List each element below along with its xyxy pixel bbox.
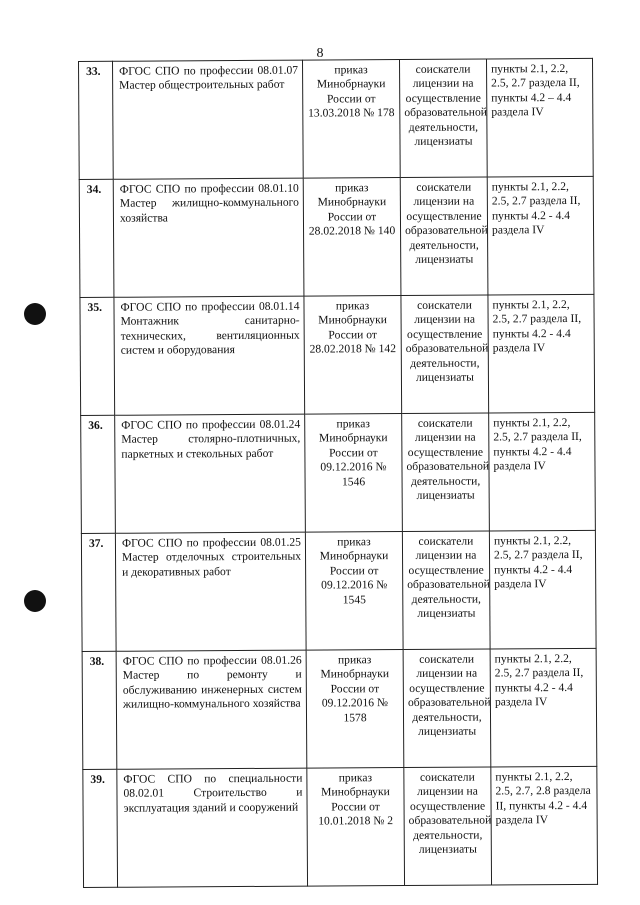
approving-order: приказ Минобрнауки России от 10.01.2018 № 2 xyxy=(307,768,405,887)
requirement-items: пункты 2.1, 2.2, 2.5, 2.7 раздела II, пункты 4.2 - 4.4 раздела IV xyxy=(489,412,596,531)
requirement-items: пункты 2.1, 2.2, 2.5, 2.7 раздела II, пункты 4.2 - 4.4 раздела IV xyxy=(487,176,594,295)
requirement-items: пункты 2.1, 2.2, 2.5, 2.7 раздела II, пункты 4.2 – 4.4 раздела IV xyxy=(486,58,593,177)
requirement-items: пункты 2.1, 2.2, 2.5, 2.7 раздела II, пункты 4.2 - 4.4 раздела IV xyxy=(490,648,597,767)
requirement-items: пункты 2.1, 2.2, 2.5, 2.7 раздела II, пункты 4.2 - 4.4 раздела IV xyxy=(488,294,595,413)
binder-hole-2 xyxy=(24,590,46,612)
table-row xyxy=(83,766,598,887)
standard-title: ФГОС СПО по профессии 08.01.10 Мастер жилищно-коммунального хозяйства xyxy=(113,178,304,297)
standard-title: ФГОС СПО по профессии 08.01.24 Мастер столярно-плотничных, паркетных и стекольных работ xyxy=(115,414,306,533)
applicable-subjects: соискатели лицензии на осуществление образовательной деятельности, лицензиаты xyxy=(401,295,489,414)
row-number: 33. xyxy=(79,61,114,179)
requirement-items: пункты 2.1, 2.2, 2.5, 2.7 раздела II, пункты 4.2 - 4.4 раздела IV xyxy=(489,530,596,649)
table-row xyxy=(80,294,595,415)
row-number: 35. xyxy=(80,297,115,415)
table-row xyxy=(81,530,596,651)
approving-order: приказ Минобрнауки России от 28.02.2018 № 140 xyxy=(303,178,401,297)
standard-title: ФГОС СПО по профессии 08.01.26 Мастер по ремонту и обслуживанию инженерных систем жилищно-коммунального хозяйства xyxy=(116,650,307,769)
approving-order: приказ Минобрнауки России от 09.12.2016 № 1578 xyxy=(306,650,404,769)
applicable-subjects: соискатели лицензии на осуществление образовательной деятельности, лицензиаты xyxy=(399,59,487,178)
approving-order: приказ Минобрнауки России от 09.12.2016 № 1546 xyxy=(305,414,403,533)
binder-hole-1 xyxy=(24,303,46,325)
row-number: 36. xyxy=(81,415,116,533)
table-row xyxy=(79,58,594,179)
page-number: 8 xyxy=(316,46,324,61)
table-row xyxy=(82,648,597,769)
table-row xyxy=(79,176,594,297)
row-number: 34. xyxy=(79,179,114,297)
applicable-subjects: соискатели лицензии на осуществление образовательной деятельности, лицензиаты xyxy=(400,177,488,296)
applicable-subjects: соискатели лицензии на осуществление образовательной деятельности, лицензиаты xyxy=(403,649,491,768)
standard-title: ФГОС СПО по профессии 08.01.07 Мастер общестроительных работ xyxy=(113,60,304,179)
standards-table xyxy=(78,58,598,888)
standard-title: ФГОС СПО по профессии 08.01.14 Монтажник санитарно-технических, вентиляционных систем и оборудования xyxy=(114,296,305,415)
applicable-subjects: соискатели лицензии на осуществление образовательной деятельности, лицензиаты xyxy=(404,767,492,886)
requirement-items: пункты 2.1, 2.2, 2.5, 2.7, 2.8 раздела II, пункты 4.2 - 4.4 раздела IV xyxy=(491,766,598,885)
applicable-subjects: соискатели лицензии на осуществление образовательной деятельности, лицензиаты xyxy=(402,531,490,650)
approving-order: приказ Минобрнауки России от 13.03.2018 № 178 xyxy=(302,60,400,179)
standard-title: ФГОС СПО по профессии 08.01.25 Мастер отделочных строительных и декоративных работ xyxy=(115,532,306,651)
approving-order: приказ Минобрнауки России от 28.02.2018 № 142 xyxy=(304,296,402,415)
table-row xyxy=(81,412,596,533)
applicable-subjects: соискатели лицензии на осуществление образовательной деятельности, лицензиаты xyxy=(402,413,490,532)
row-number: 37. xyxy=(81,533,116,651)
row-number: 39. xyxy=(83,769,118,887)
standard-title: ФГОС СПО по специальности 08.02.01 Строительство и эксплуатация зданий и сооружений xyxy=(117,768,308,887)
row-number: 38. xyxy=(82,651,117,769)
approving-order: приказ Минобрнауки России от 09.12.2016 № 1545 xyxy=(305,532,403,651)
